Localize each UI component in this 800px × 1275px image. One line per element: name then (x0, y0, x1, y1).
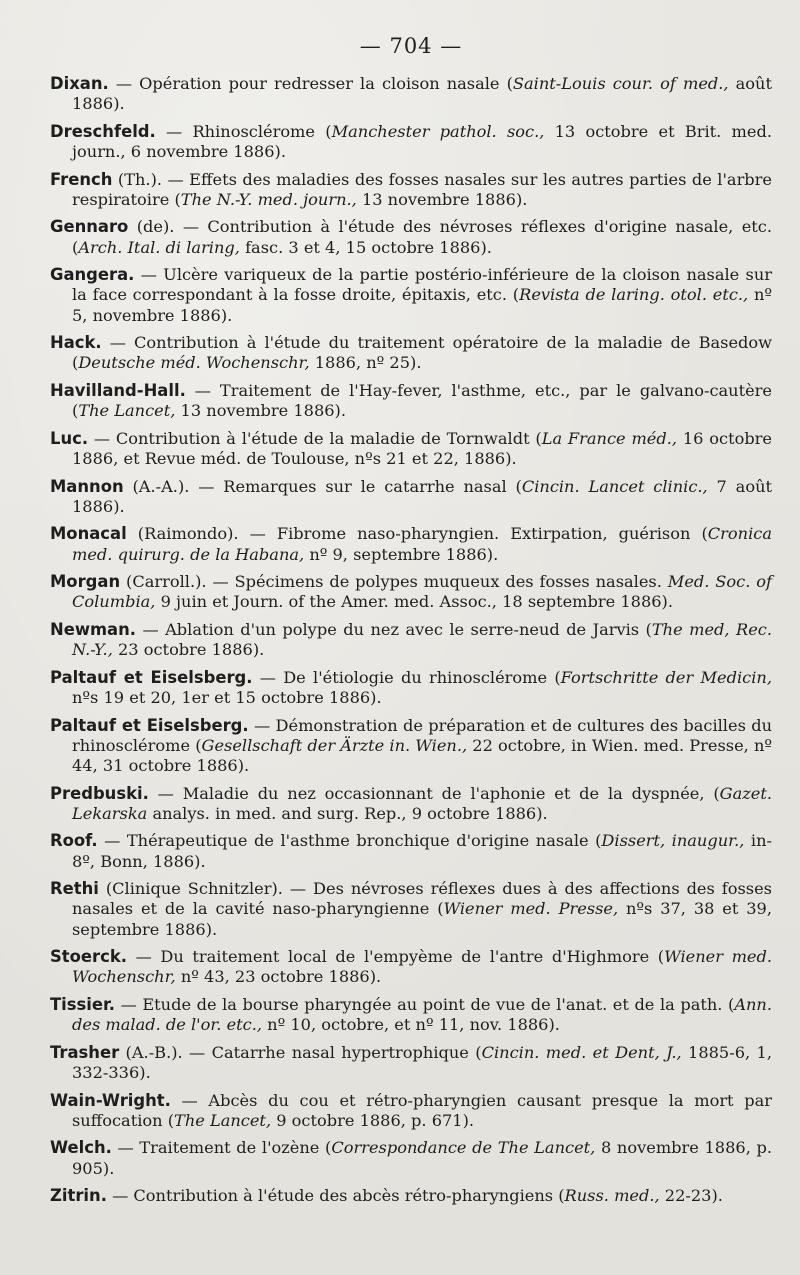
entry-tail: août 1886). (72, 74, 772, 114)
entry-text: — Etude de la bourse pharyngée au point de vue de l'anat. et de la path. ( (115, 994, 735, 1014)
entry-text: — Ulcère variqueux de la partie postério-inférieure de la cloison nasale sur la face correspondant à la fosse droite, épitaxis, etc. ( (72, 265, 772, 305)
entry-text: — Contribution à l'étude de la maladie de Tornwaldt ( (88, 428, 542, 448)
entry-author: Predbuski. (50, 783, 149, 803)
entry-text: — Thérapeutique de l'asthme bronchique d'origine nasale ( (97, 831, 602, 851)
entry-reference: Gesellschaft der Ärzte in. Wien., (201, 735, 468, 755)
entry-reference: The Lancet, (174, 1110, 272, 1130)
entry-text: — De l'étiologie du rhinosclérome ( (252, 667, 561, 687)
entry-tail: 9 octobre 1886, p. 671). (271, 1110, 475, 1130)
bibliography-entry (50, 716, 772, 777)
entry-tail: nºs 37, 38 et 39, septembre 1886). (72, 899, 772, 939)
bibliography-entry (50, 572, 772, 612)
entry-tail: 9 juin et Journ. of the Amer. med. Assoc., 18 septembre 1886). (155, 592, 674, 612)
bibliography-entry (50, 620, 772, 660)
entry-text: — Rhinosclérome ( (155, 121, 332, 141)
bibliography-entry (50, 1091, 772, 1131)
entry-text: (A.-A.). — Remarques sur le catarrhe nasal ( (123, 476, 522, 496)
entry-reference: Ann. des malad. de l'or. etc., (72, 994, 772, 1035)
bibliography-entry (50, 879, 772, 940)
entry-author: Zitrin. (50, 1186, 107, 1206)
entry-reference: The Lancet, (78, 401, 176, 421)
entry-author: Morgan (50, 572, 121, 592)
entry-text: — Contribution à l'étude du traitement opératoire de la maladie de Basedow ( (72, 333, 772, 373)
entry-reference: Wiener med. Presse, (443, 899, 619, 919)
entry-reference: Deutsche méd. Wochenschr, (78, 353, 310, 373)
entry-author: Trasher (50, 1042, 120, 1062)
entry-author: Tissier. (50, 994, 116, 1014)
entry-author: Paltauf et Eiselsberg. (50, 667, 253, 687)
entry-text: (Raimondo). — Fibrome naso-pharyngien. Extirpation, guérison ( (126, 524, 708, 544)
entry-tail: nº 9, septembre 1886). (304, 544, 499, 564)
entry-reference: Russ. med., (564, 1186, 660, 1206)
bibliography-entry (50, 1186, 772, 1206)
entry-reference: Cincin. Lancet clinic., (521, 476, 708, 496)
entry-reference: Gazet. Lekarska (72, 783, 772, 823)
entry-reference: The N.-Y. med. journ., (180, 189, 357, 209)
entry-text: — Contribution à l'étude des abcès rétro-pharyngiens ( (106, 1186, 565, 1206)
entry-text: (Carroll.). — Spécimens de polypes muqueux des fosses nasales. (120, 572, 668, 592)
bibliography-entry (50, 74, 772, 114)
entry-text: (Clinique Schnitzler). — Des névroses réflexes dues à des affections des fosses nasales et de la cavité naso-pharyngienne ( (72, 879, 772, 919)
entry-tail: analys. in med. and surg. Rep., 9 octobre 1886). (147, 803, 548, 823)
entry-author: French (50, 169, 113, 189)
entry-reference: Fortschritte der Medicin, (560, 667, 772, 687)
entry-text: — Maladie du nez occasionnant de l'aphonie et de la dyspnée, ( (148, 783, 720, 803)
entry-tail: nº 5, novembre 1886). (72, 285, 773, 325)
bibliography-entry (50, 122, 772, 162)
entry-tail: 23 octobre 1886). (112, 640, 265, 660)
entry-author: Havilland-Hall. (50, 380, 186, 400)
entry-text: (Th.). — Effets des maladies des fosses nasales sur les autres parties de l'arbre respiratoire ( (72, 169, 772, 209)
entry-author: Gangera. (50, 265, 135, 285)
bibliography-entry (50, 947, 772, 987)
entry-tail: 7 août 1886). (72, 476, 773, 516)
bibliography-entry (50, 381, 772, 421)
entry-reference: Revista de laring. otol. etc., (519, 285, 749, 305)
bibliography-entry (50, 265, 772, 326)
entry-tail: nºs 19 et 20, 1er et 15 octobre 1886). (72, 687, 382, 707)
bibliography-list (50, 74, 772, 1206)
entry-reference: The med, Rec. N.-Y., (72, 619, 772, 660)
entry-author: Mannon (50, 476, 124, 496)
entry-author: Hack. (50, 333, 102, 353)
entry-reference: Dissert, inaugur., (601, 831, 745, 851)
entry-reference: Manchester pathol. soc., (331, 121, 545, 141)
entry-tail: 13 novembre 1886). (175, 401, 347, 421)
entry-author: Wain-Wright. (50, 1090, 171, 1110)
entry-tail: 22 octobre, in Wien. med. Presse, nº 44, 31 octobre 1886). (72, 735, 772, 775)
entry-text: — Ablation d'un polype du nez avec le serre-neud de Jarvis ( (136, 619, 652, 639)
bibliography-entry (50, 668, 772, 708)
bibliography-entry (50, 217, 772, 257)
entry-reference: Med. Soc. of Columbia, (72, 572, 772, 612)
entry-text: — Abcès du cou et rétro-pharyngien causant presque la mort par suffocation ( (72, 1090, 772, 1130)
entry-author: Welch. (50, 1138, 112, 1158)
bibliography-entry (50, 333, 772, 373)
entry-author: Roof. (50, 831, 98, 851)
entry-reference: Cronica med. quirurg. de la Habana, (72, 524, 772, 564)
bibliography-entry (50, 995, 772, 1035)
bibliography-entry (50, 429, 772, 469)
entry-text: (A.-B.). — Catarrhe nasal hypertrophique ( (119, 1042, 482, 1062)
entry-text: — Traitement de l'Hay-fever, l'asthme, etc., par le galvano-cautère ( (72, 380, 772, 421)
bibliography-entry (50, 1043, 772, 1083)
entry-author: Dreschfeld. (50, 121, 156, 141)
entry-tail: nº 10, octobre, et nº 11, nov. 1886). (262, 1015, 560, 1035)
entry-author: Rethi (50, 879, 99, 899)
entry-tail: 13 octobre et Brit. med. journ., 6 novembre 1886). (72, 121, 772, 161)
entry-tail: 16 octobre 1886, et Revue méd. de Toulouse, nºs 21 et 22, 1886). (72, 428, 772, 468)
entry-text: — Du traitement local de l'empyème de l'antre d'Highmore ( (126, 947, 665, 967)
bibliography-entry (50, 477, 772, 517)
entry-author: Stoerck. (50, 947, 127, 967)
entry-tail: fasc. 3 et 4, 15 octobre 1886). (239, 237, 492, 257)
entry-tail: in-8º, Bonn, 1886). (72, 831, 773, 871)
entry-author: Newman. (50, 619, 137, 639)
page-number: — 704 — (359, 34, 463, 58)
entry-reference: Arch. Ital. di laring, (78, 237, 240, 257)
entry-author: Gennaro (50, 217, 129, 237)
bibliography-entry (50, 524, 772, 564)
entry-tail: 22-23). (659, 1186, 723, 1206)
entry-text: — Démonstration de préparation et de cultures des bacilles du rhinosclérome ( (72, 715, 772, 755)
entry-reference: Correspondance de The Lancet, (331, 1138, 596, 1158)
entry-text: — Traitement de l'ozène ( (111, 1138, 332, 1158)
entry-tail: 13 novembre 1886). (356, 189, 528, 209)
bibliography-entry (50, 784, 772, 824)
entry-text: (de). — Contribution à l'étude des névroses réflexes d'origine nasale, etc. ( (72, 217, 772, 257)
entry-tail: nº 43, 23 octobre 1886). (175, 967, 382, 987)
entry-text: — Opération pour redresser la cloison nasale ( (108, 74, 513, 93)
entry-reference: Cincin. med. et Dent, J., (481, 1042, 682, 1062)
entry-tail: 1885-6, 1, 332-336). (72, 1042, 772, 1082)
bibliography-entry (50, 831, 772, 871)
entry-tail: 1886, nº 25). (309, 353, 422, 373)
entry-author: Dixan. (50, 74, 109, 93)
bibliography-entry (50, 170, 772, 210)
entry-tail: 8 novembre 1886, p. 905). (72, 1138, 773, 1178)
entry-author: Paltauf et Eiselsberg. (50, 715, 249, 735)
entry-reference: Wiener med. Wochenschr, (72, 947, 773, 987)
entry-author: Monacal (50, 524, 127, 544)
entry-reference: Saint-Louis cour. of med., (512, 74, 729, 93)
entry-reference: La France méd., (541, 428, 678, 448)
bibliography-entry (50, 1138, 772, 1178)
entry-author: Luc. (50, 428, 89, 448)
